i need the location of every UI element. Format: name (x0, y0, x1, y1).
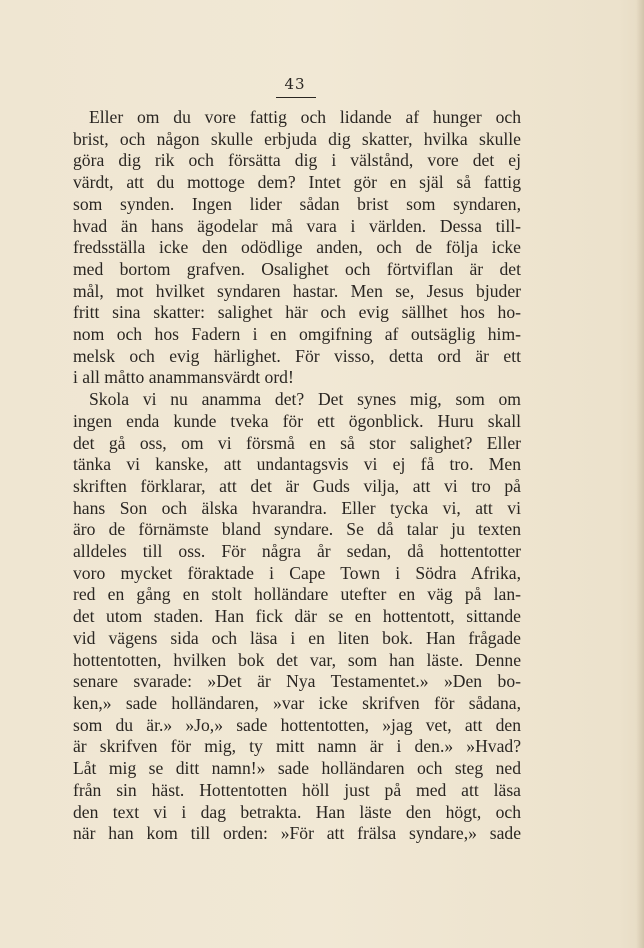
text-line: det utom staden. Han fick där se en hottentott, sittande (73, 606, 521, 627)
text-line: är skrifven för mig, ty mitt namn är i den.» »Hvad? (73, 736, 521, 757)
text-line: ingen enda kunde tveka för ett ögonblick. Huru skall (73, 410, 521, 431)
text-line: som du är.» »Jo,» sade hottentotten, »jag vet, att den (73, 714, 521, 735)
text-line: med bortom grafven. Osalighet och förtviflan är det (73, 258, 521, 279)
text-line: skriften förklarar, att det är Guds vilja, att vi tro på (73, 475, 521, 496)
text-line: Eller om du vore fattig och lidande af hunger och (89, 107, 521, 127)
text-line: göra dig rik och försätta dig i välstånd, vore det ej (73, 150, 521, 171)
page-edge-shadow (636, 0, 644, 948)
text-line: den text vi i dag betrakta. Han läste den högt, och (73, 801, 521, 822)
text-line: senare svarade: »Det är Nya Testamentet.» »Den bo- (73, 671, 521, 692)
body-text (73, 107, 521, 845)
text-line: voro mycket föraktade i Cape Town i Södra Afrika, (73, 562, 521, 583)
text-line: vid vägens sida och läsa i en liten bok. Han frågade (73, 627, 521, 648)
text-line: när han kom till orden: »För att frälsa syndare,» sade (73, 823, 521, 844)
text-line: värdt, att du mottoge dem? Intet gör en själ så fattig (73, 172, 521, 193)
text-line: fritt sina skatter: salighet här och evig sällhet hos ho- (73, 302, 521, 323)
text-line: Skola vi nu anamma det? Det synes mig, som om (89, 389, 521, 410)
text-line: nom och hos Fadern i en omgifning af outsäglig him- (73, 324, 521, 345)
text-line: som synden. Ingen lider sådan brist som syndaren, (73, 193, 521, 214)
text-line: hottentotten, hvilken bok det var, som han läste. Denne (73, 649, 521, 670)
text-line: tänka vi kanske, att undantagsvis vi ej få tro. Men (73, 454, 521, 475)
text-line: från sin häst. Hottentotten höll just på med att läsa (73, 779, 521, 800)
text-line: alldeles till oss. För några år sedan, då hottentotter (73, 541, 521, 562)
text-line: fredsställa icke den odödlige anden, och de följa icke (73, 237, 521, 258)
text-line: brist, och någon skulle erbjuda dig skatter, hvilka skulle (73, 128, 521, 149)
text-line: hvad än hans ägodelar må vara i världen. Dessa till- (73, 215, 521, 236)
text-line: mål, mot hvilket syndaren hastar. Men se, Jesus bjuder (73, 280, 521, 301)
text-line: hans Son och älska hvarandra. Eller tycka vi, att vi (73, 497, 521, 518)
text-line: melsk och evig härlighet. För visso, detta ord är ett (73, 345, 521, 366)
text-line: det gå oss, om vi försmå en så stor salighet? Eller (73, 432, 521, 453)
text-line: red en gång en stolt holländare utefter en väg på lan- (73, 584, 521, 605)
text-line: ken,» sade holländaren, »var icke skrifven för sådana, (73, 692, 521, 713)
page-number: 43 (284, 75, 306, 93)
text-line: Låt mig se ditt namn!» sade holländaren och steg ned (73, 758, 521, 779)
text-line: äro de förnämste bland syndare. Se då talar ju texten (73, 519, 521, 540)
text-line: i all måtto anammansvärdt ord! (73, 367, 294, 388)
page-number-rule (276, 97, 316, 98)
